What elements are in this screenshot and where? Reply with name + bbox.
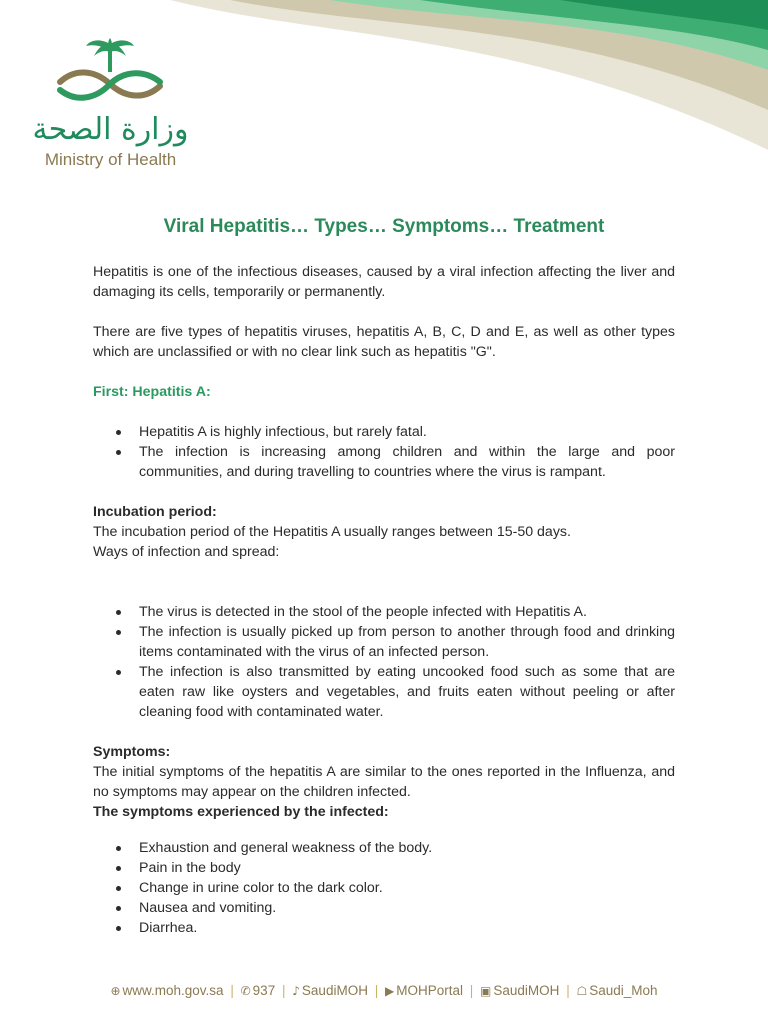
facebook-icon: ▣ [480,984,492,998]
symptoms-list [93,838,675,938]
incubation-text: The incubation period of the Hepatitis A usually ranges between 15-50 days. [93,524,571,540]
footer-contact-bar [0,983,768,998]
list-item: Hepatitis A is highly infectious, but rarely fatal. [93,422,675,442]
footer-separator: | [230,983,234,998]
footer-phone[interactable]: ✆ 937 [240,983,276,998]
footer-separator: | [374,983,379,998]
section-hepatitis-a-title: First: Hepatitis A: [93,384,211,400]
footer-youtube[interactable]: ▶ MOHPortal [385,983,463,998]
spread-list [93,602,675,722]
footer-separator: | [281,983,286,998]
list-item: The infection is usually picked up from person to another through food and drinking items contaminated with the virus of an infected person. [93,622,675,662]
document-title: Viral Hepatitis… Types… Symptoms… Treatment [163,216,605,237]
youtube-icon: ▶ [385,984,395,998]
symptoms-heading: Symptoms: [93,744,171,760]
footer-snapchat[interactable]: ☖ Saudi_Moh [576,983,658,998]
symptoms-experienced-heading: The symptoms experienced by the infected: [93,804,389,820]
incubation-heading: Incubation period: [93,504,217,520]
ministry-logo [28,34,198,179]
footer-website[interactable]: ⊕ www.moh.gov.sa [110,983,224,998]
list-item: Change in urine color to the dark color. [93,878,675,898]
logo-english-text: Ministry of Health [44,150,177,169]
list-item: The infection is increasing among children and within the large and poor communities, and during travelling to countries where the virus is rampant. [93,442,675,482]
document-body [93,214,675,938]
symptoms-text: The initial symptoms of the hepatitis A are similar to the ones reported in the Influenza, and no symptoms may appear on the children infected. [93,764,675,800]
footer-separator: | [469,983,474,998]
snapchat-icon: ☖ [576,984,588,998]
phone-icon: ✆ [240,984,251,998]
footer-twitter[interactable]: ♪ SaudiMOH [292,983,368,998]
list-item: The infection is also transmitted by eating uncooked food such as some that are eaten raw like oysters and vegetables, and fruits eaten without peeling or after cleaning food with contaminated water. [93,662,675,722]
list-item: The virus is detected in the stool of the people infected with Hepatitis A. [93,602,675,622]
list-item: Pain in the body [93,858,675,878]
palm-emblem-icon [50,34,170,109]
footer-separator: | [566,983,570,998]
hepatitis-a-list [93,422,675,482]
list-item: Exhaustion and general weakness of the body. [93,838,675,858]
intro-paragraph-1: Hepatitis is one of the infectious diseases, caused by a viral infection affecting the liver and damaging its cells, temporarily or permanently. [93,264,675,300]
twitter-icon: ♪ [292,984,300,998]
list-item: Diarrhea. [93,918,675,938]
list-item: Nausea and vomiting. [93,898,675,918]
ways-text: Ways of infection and spread: [93,544,280,560]
logo-arabic-text: وزارة الصحة [32,112,189,147]
footer-facebook[interactable]: ▣ SaudiMOH [480,983,560,998]
globe-icon: ⊕ [110,984,121,998]
intro-paragraph-2: There are five types of hepatitis viruses, hepatitis A, B, C, D and E, as well as other types which are unclassified or with no clear link such as hepatitis "G". [93,324,675,360]
